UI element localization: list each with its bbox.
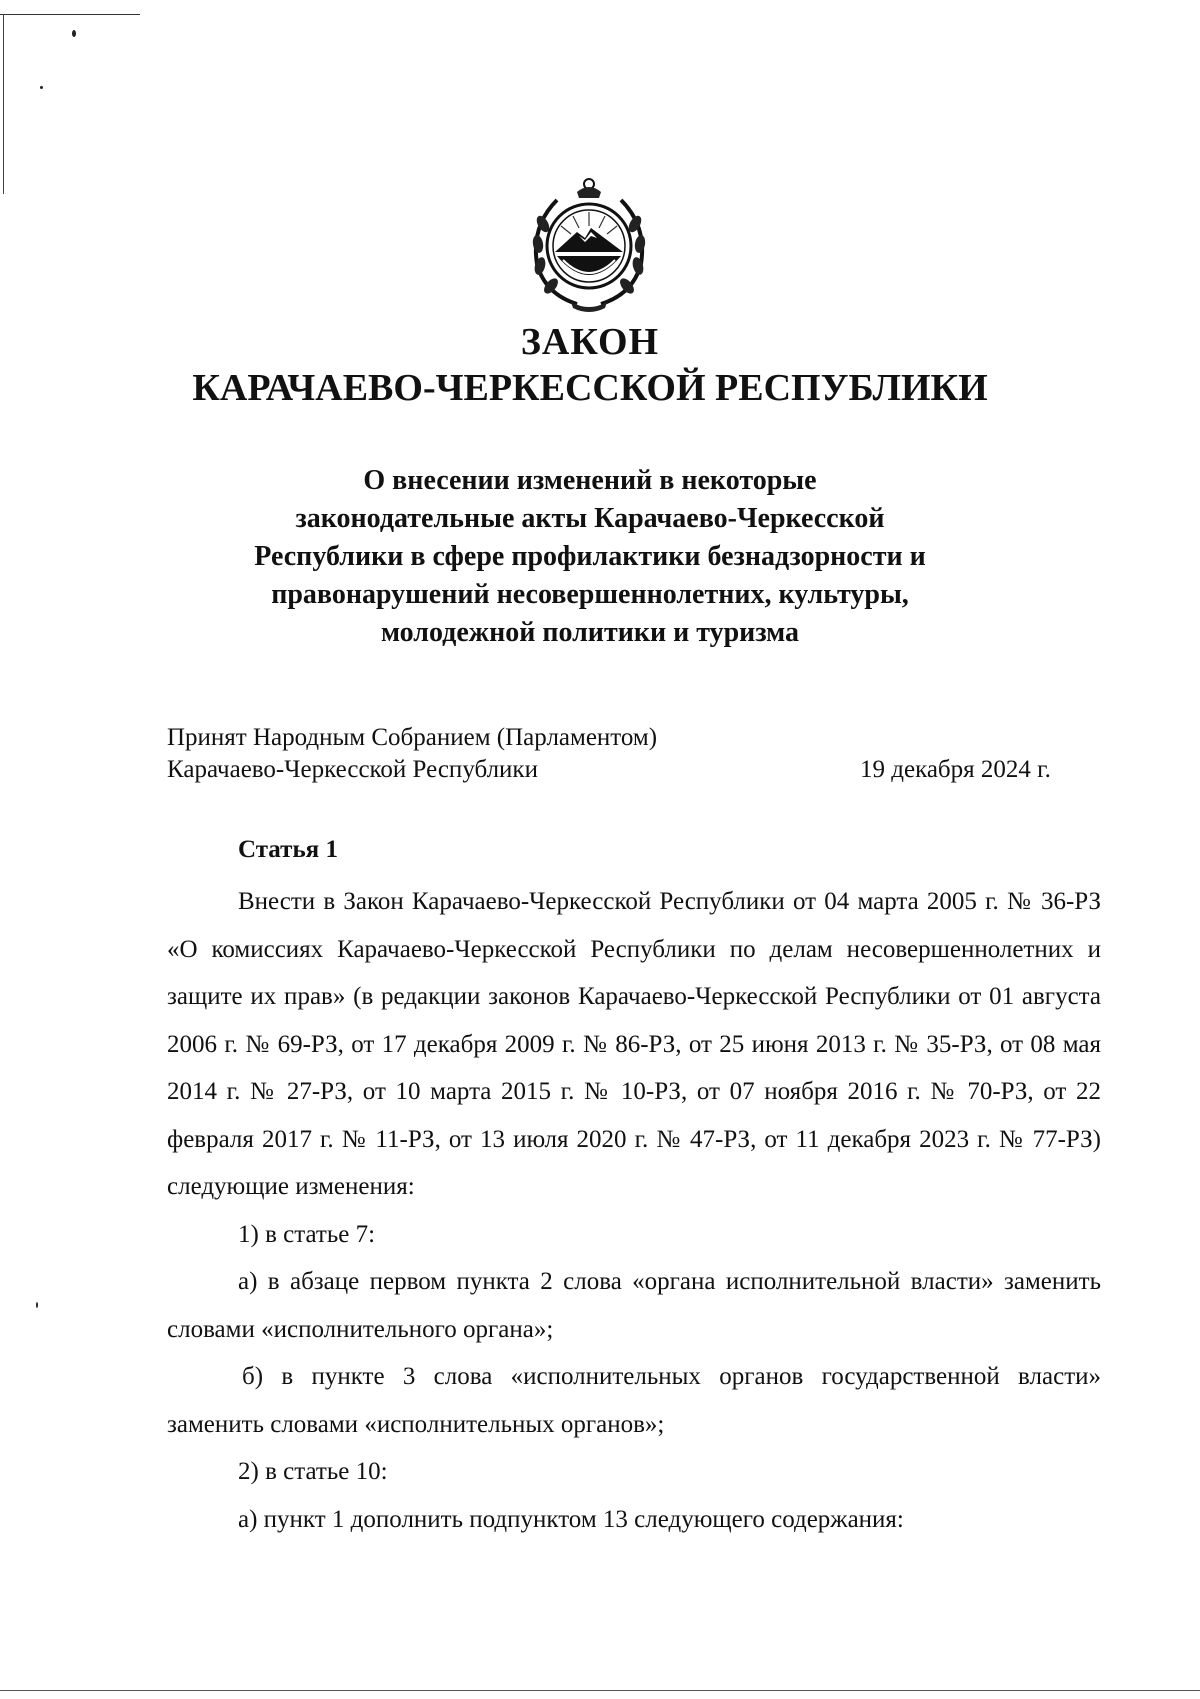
article-paragraph: Внести в Закон Карачаево-Черкесской Республики от 04 марта 2005 г. № 36-РЗ «О комиссиях Карачаево-Черкесской Республики по делам несовершеннолетних и защите их прав» (в редакции законов Карачаево-Черкесской Республики от 01 августа 2006 г. № 69-РЗ, от 17 декабря 2009 г. № 86-РЗ, от 25 июня 2013 г. № 35-РЗ, от 08 мая 2014 г. № 27-РЗ, от 10 марта 2015 г. № 10-РЗ, от 07 ноября 2016 г. № 70-РЗ, от 22 февраля 2017 г. № 11-РЗ, от 13 июля 2020 г. № 47-РЗ, от 11 декабря 2023 г. № 77-РЗ) следующие изменения: (167, 888, 1101, 1200)
subject-line: законодательные акты Карачаево-Черкесской (295, 503, 885, 534)
scan-edge-left (3, 14, 4, 194)
scan-edge-bottom (0, 1690, 1200, 1691)
article-paragraph: а) пункт 1 дополнить подпунктом 13 следующего содержания: (238, 1505, 904, 1533)
republic-title: КАРАЧАЕВО-ЧЕРКЕССКОЙ РЕСПУБЛИКИ (192, 367, 988, 409)
subject-line: О внесении изменений в некоторые (363, 465, 817, 496)
law-title: ЗАКОН (520, 321, 660, 363)
scan-speck (40, 86, 43, 89)
subject-line: молодежной политики и туризма (380, 617, 800, 648)
adoption-line: Принят Народным Собранием (Парламентом) (167, 724, 658, 751)
law-subject-title (230, 462, 950, 652)
scan-speck (72, 30, 76, 37)
adoption-note (167, 722, 657, 786)
adoption-line: Карачаево-Черкесской Республики (167, 756, 538, 783)
coat-of-arms-emblem (527, 176, 651, 314)
article-paragraph: а) в абзаце первом пункта 2 слова «органа исполнительной власти» заменить словами «исполнительного органа»; (167, 1268, 1101, 1343)
article-body (167, 878, 1101, 1543)
subject-line: правонарушений несовершеннолетних, культуры, (271, 579, 909, 610)
article-paragraph: 1) в статье 7: (238, 1220, 376, 1248)
subject-line: Республики в сфере профилактики безнадзорности и (254, 541, 926, 572)
article-paragraph: 2) в статье 10: (238, 1458, 388, 1485)
adoption-date: 19 декабря 2024 г. (860, 756, 1051, 783)
article-paragraph: б) в пункте 3 слова «исполнительных органов государственной власти» заменить словами «исполнительных органов»; (167, 1363, 1101, 1438)
article-heading: Статья 1 (238, 836, 338, 863)
scan-speck (36, 1302, 38, 1308)
scan-edge-top (0, 14, 140, 15)
